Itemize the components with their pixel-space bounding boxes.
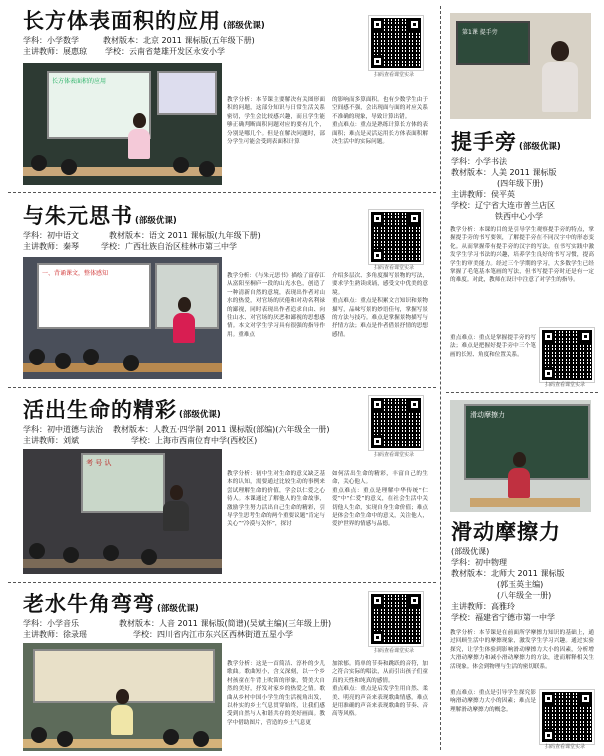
lesson-meta <box>23 35 261 57</box>
board-text: 考 号 认 <box>86 459 112 467</box>
edition-label: 教材版本：语文 2011 课标版(九年级下册) <box>109 231 261 240</box>
keypoints-text: 的影响而多算面积。也有少数学生由于空间感不强，会出现面与面的对应关系不准确的现象，导致计算出错。 重点难点：重点是熟练计算长方体的表面积；难点是灵活运用长方体表面积解决生活中的实际问题。 <box>332 97 428 146</box>
school-label: 学校：四川省内江市东兴区西林街道五星小学 <box>133 630 293 639</box>
lesson-badge: (部级优课) <box>179 410 221 420</box>
lesson-meta <box>23 230 267 252</box>
lesson-meta <box>451 156 562 222</box>
lesson-badge: (部级优课) <box>135 216 177 226</box>
lesson-badge: (部级优课) <box>519 142 561 152</box>
lesson-meta <box>451 546 570 623</box>
edition-label: 教材版本：北京 2011 课标版(五年级下册) <box>103 36 255 45</box>
lesson-title-text: 活出生命的精彩 <box>23 398 177 422</box>
analysis-text: 教学分析：初中生对生命的意义缺乏基本的认知，需要通过比较生动的事例来尝试理解生命的价值，学会以仁爱之心待人。本课通过了解他人的生命故事，激励学生努力活出自己生命的精彩，引导学生思考生命的两个重要议题“肯定与关心”“冷漠与关怀”，探讨 <box>227 471 325 528</box>
lesson-title <box>23 204 177 233</box>
qr-caption: 扫码查看课堂实录 <box>544 744 585 750</box>
keypoints-text: 加浓郁。简单的节奏和跳跃的音符，加之符合实际的唱法，从而引出孩子们童真的天性和纯真的感情。 重点难点：重点是启发学生用自然、柔美、明亮的声音来表现歌曲情感，难点是用准确的声音来表现歌曲的节奏、音高等风格。 <box>332 661 428 718</box>
subject-label: 学科：初中语文 <box>23 231 79 240</box>
subject-label: 学科：初中道德与法治 <box>23 425 103 434</box>
analysis-text: 教学分析：本节课是在前面所学摩擦力知识的基础上，通过回顾生活中的摩擦现象，激发学生学习兴趣。通过实验探究，让学生体验到影响滑动摩擦力大小的因素，分析增大滑动摩擦力和减小滑动摩擦力的方法，进而解释相关生活现象。体会到物理与生活的密切联系。 <box>450 630 594 670</box>
school-label: 学校：福建省宁德市第一中学 <box>451 613 555 622</box>
school-label: 学校：广西壮族自治区桂林市第三中学 <box>101 242 237 251</box>
lesson-title <box>23 9 265 38</box>
teacher-label: 主讲教师：高雅玲 <box>451 602 515 611</box>
lesson-title-text: 老水牛角弯弯 <box>23 592 155 616</box>
edition-label: 教材版本：人音 2011 课标版(简谱)(吴斌主编)(三年级上册) <box>119 619 332 628</box>
classroom-photo <box>23 643 222 751</box>
qr-caption: 扫码查看课堂实录 <box>373 452 414 458</box>
qr-code[interactable] <box>540 690 594 744</box>
classroom-photo <box>23 449 222 574</box>
classroom-photo <box>450 400 591 512</box>
lesson-meta <box>23 424 335 446</box>
qr-caption: 扫码查看课堂实录 <box>373 265 414 271</box>
keypoints-text: 介绍多层次、多角度描写景物的写法，要求学生熟读成诵，感受文中优美的意境。 重点难点：重点是积累文言知识和景物描写，品味写景的妙语佳句，掌握写景的方法与技巧。难点是掌握景物描写与抒情方法；难点是作者借景抒情的思想感情。 <box>332 273 428 338</box>
subject-label: 学科：小学数学 <box>23 36 79 45</box>
subject-label: 学科：小学书法 <box>451 157 507 166</box>
board-text: 第1课 提手旁 <box>462 29 498 36</box>
lesson-title-text: 提手旁 <box>451 130 517 154</box>
lesson-badge: (部级优课) <box>157 604 199 614</box>
lesson-badge: (部级优课) <box>451 547 490 556</box>
classroom-photo <box>23 63 222 185</box>
classroom-photo <box>23 257 222 379</box>
teacher-label: 主讲教师：秦琴 <box>23 242 79 251</box>
analysis-text: 教学分析：这是一首简洁、淳朴的少儿歌曲。歌曲短小，含义深刻，以一个乡村孩童在牛背上吹笛的形象，赞美大自然的美好，抒发对家乡的热爱之情。歌曲从乡村中国小学生的生活视角出发，以朴实的乡土气息贯穿始终，让我们感受到自然与人和谐共存的美好画面。教学中借助图片，营造的乡土气息更 <box>227 661 325 726</box>
lesson-title <box>23 592 199 621</box>
teacher-label: 主讲教师：刘斌 <box>23 436 79 445</box>
qr-code[interactable] <box>369 592 423 646</box>
qr-code[interactable] <box>369 16 423 70</box>
qr-caption: 扫码查看课堂实录 <box>373 648 414 654</box>
teacher-label: 主讲教师：展惠琼 <box>23 47 87 56</box>
keypoints-text: 重点难点：重点是掌握提手旁的写法；难点是把握好提手旁中三个笔画的长短、角度和位置关系。 <box>450 335 536 358</box>
analysis-text: 教学分析：本节课主要解决有关图形面积的问题，这部分知识与日常生活关系密切，学生会比较感兴趣，而且学生能够正确判断面积问题对应的要有几个，分别是哪几个。但是在解决问题时，部分学生可能会受到表面积计算 <box>227 97 325 146</box>
keypoints-text: 重点难点：重点是引导学生探究影响滑动摩擦力大小的因素；难点是理解滑动摩擦力的概念。 <box>450 690 536 713</box>
school-label: 学校：上海市西南位育中学(西校区) <box>131 436 258 445</box>
edition-label-2: (郭玉英主编) <box>497 580 544 589</box>
edition-label: 教材版本：人教五·四学制 2011 课标版(部编)(六年级全一册) <box>113 425 330 434</box>
lesson-title-text: 长方体表面积的应用 <box>23 9 221 33</box>
qr-code[interactable] <box>369 210 423 264</box>
board-text: 一、背诵课文，整体感知 <box>42 270 109 277</box>
school-label-2: 铁西中心小学 <box>495 212 543 221</box>
section-divider <box>8 387 436 388</box>
keypoints-text: 如何活出生命的精彩，丰富自己的生命，关心他人。 重点难点：重点是理解中华传统“仁爱”中“仁爱”的意义，在社会生活中关切他人生命，实现自身生命价值；难点是体会生命生命中的意义，关注他人，爱护世界的情感与品德。 <box>332 471 428 528</box>
qr-caption: 扫码查看课堂实录 <box>544 382 585 388</box>
school-label: 学校：云南省楚雄开发区永安小学 <box>105 47 225 56</box>
column-divider <box>440 6 441 750</box>
lesson-title-text: 滑动摩擦力 <box>451 520 561 544</box>
lesson-title <box>23 398 221 427</box>
qr-caption: 扫码查看课堂实录 <box>373 72 414 78</box>
analysis-text: 教学分析：本课的目的是引导学生观察提手旁的特点，掌握提手旁的书写要领，了解提手旁在不同汉字中的形态变化。从而掌握带有提手旁的汉字的写法。在书写实践中激发学生学习书法的兴趣，培养学生良好的书写习惯，提高学生的审美能力。经过三个学期的学习，大多数学生已经掌握了毛笔基本笔画的写法，但书写提手旁时还是有一定的难度。对此，教师在设计中注意了对学生的指导。 <box>450 227 594 284</box>
qr-code[interactable] <box>540 328 594 382</box>
lesson-title <box>451 520 561 544</box>
lesson-meta <box>23 618 337 640</box>
board-text: 滑动摩擦力 <box>470 411 505 419</box>
classroom-photo <box>450 13 591 119</box>
section-divider <box>446 392 598 393</box>
edition-label-2: (四年级下册) <box>497 179 544 188</box>
school-label: 学校：辽宁省大连市普兰店区 <box>451 201 555 210</box>
qr-code[interactable] <box>369 396 423 450</box>
teacher-label: 主讲教师：侯平英 <box>451 190 515 199</box>
board-text: 长方体表面积的应用 <box>52 78 107 85</box>
analysis-text: 教学分析：《与朱元思书》描绘了富春江从富阳至桐庐一段的山光水色，创造了一种清新自然的意境，表现出作者对山水的热爱，对官场的厌倦和对功名利禄的鄙视，同时表现出作者追求自由、向往山水、对官场的厌恶和鄙视的思想感情。本文对学生学习具有很强的指导作用。重难点 <box>227 273 325 338</box>
section-divider <box>8 582 436 583</box>
edition-label: 教材版本：人美 2011 课标版 <box>451 168 557 177</box>
edition-label: 教材版本：北师大 2011 课标版 <box>451 569 565 578</box>
lesson-title <box>451 130 561 159</box>
section-divider <box>8 192 436 193</box>
lesson-title-text: 与朱元思书 <box>23 204 133 228</box>
subject-label: 学科：初中物理 <box>451 558 507 567</box>
edition-label-3: (八年级全一册) <box>497 591 552 600</box>
teacher-label: 主讲教师：徐录瑶 <box>23 630 87 639</box>
subject-label: 学科：小学音乐 <box>23 619 79 628</box>
lesson-badge: (部级优课) <box>223 21 265 31</box>
